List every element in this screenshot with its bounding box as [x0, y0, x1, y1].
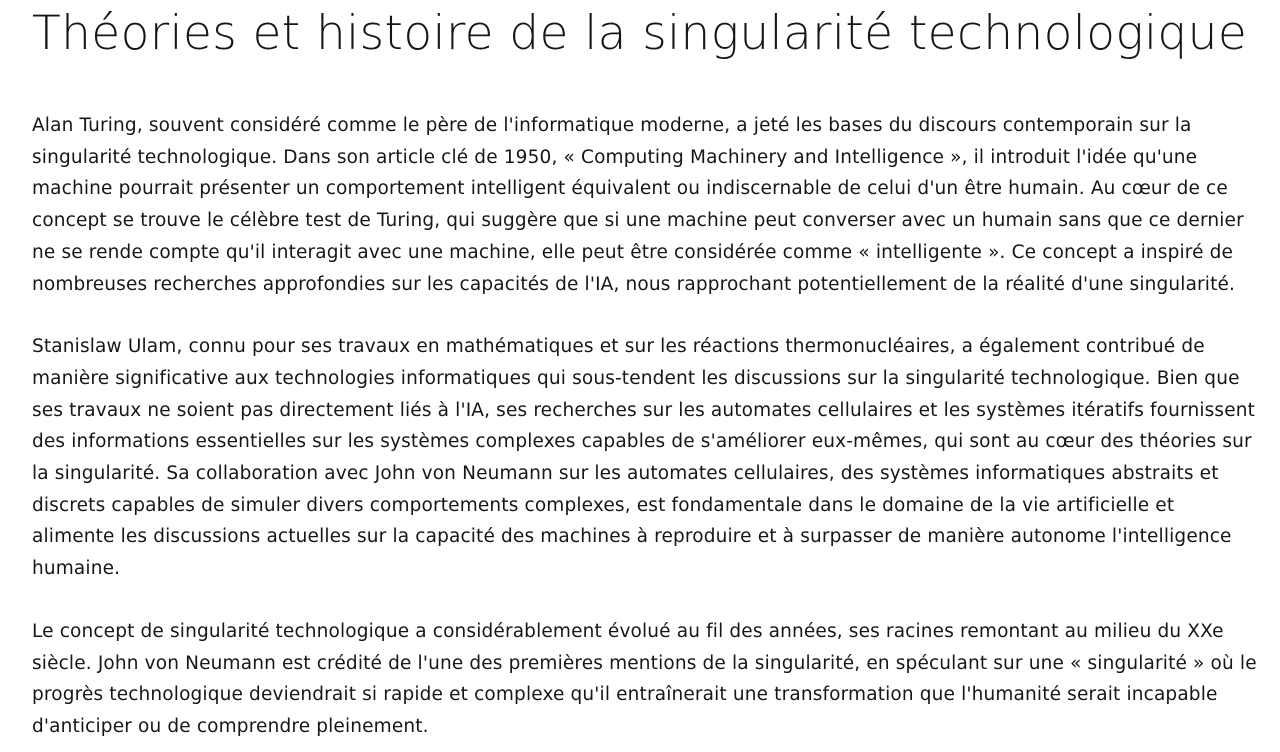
paragraph-von-neumann: Le concept de singularité technologique a considérablement évolué au fil des années, ses racines remontant au milieu du XXe siècle. John von Neumann est crédité de l'une des premières mentions de la singularité, en spéculant sur une « singularité » où le progrès technologique deviendrait si rapide et complexe qu'il entraînerait une transformation que l'humanité serait incapable d'anticiper ou de comprendre pleinement.: [32, 620, 1257, 737]
article-body: [32, 110, 1258, 743]
paragraph-ulam: Stanislaw Ulam, connu pour ses travaux en mathématiques et sur les réactions thermonucléaires, a également contribué de manière significative aux technologies informatiques qui sous-tendent les discussions sur la singularité technologique. Bien que ses travaux ne soient pas directement liés à l'IA, ses recherches sur les automates cellulaires et les systèmes itératifs fournissent des informations essentielles sur les systèmes complexes capables de s'améliorer eux-mêmes, qui sont au cœur des théories sur la singularité. Sa collaboration avec John von Neumann sur les automates cellulaires, des systèmes informatiques abstraits et discrets capables de simuler divers comportements complexes, est fondamentale dans le domaine de la vie artificielle et alimente les discussions actuelles sur la capacité des machines à reproduire et à surpasser de manière autonome l'intelligence humaine.: [32, 336, 1256, 580]
page-title: Théories et histoire de la singularité technologique: [32, 6, 1248, 61]
paragraph-turing: Alan Turing, souvent considéré comme le père de l'informatique moderne, a jeté les bases du discours contemporain sur la singularité technologique. Dans son article clé de 1950, « Computing Machinery and Intelligence », il introduit l'idée qu'une machine pourrait présenter un comportement intelligent équivalent ou indiscernable de celui d'un être humain. Au cœur de ce concept se trouve le célèbre test de Turing, qui suggère que si une machine peut converser avec un humain sans que ce dernier ne se rende compte qu'il interagit avec une machine, elle peut être considérée comme « intelligente ». Ce concept a inspiré de nombreuses recherches approfondies sur les capacités de l'IA, nous rapprochant potentiellement de la réalité d'une singularité.: [32, 115, 1244, 295]
